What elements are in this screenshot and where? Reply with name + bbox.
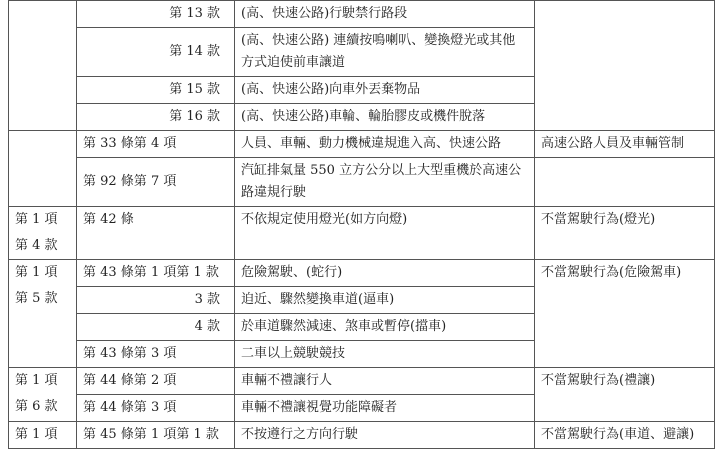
table-row [9,422,715,449]
article-cell: 第 44 條第 2 項 [77,368,235,395]
group-cell-empty [9,131,77,207]
article-cell: 第 44 條第 3 項 [77,395,235,422]
article-cell: 4 款 [77,314,235,341]
group-cell [9,368,77,422]
group-cell [9,207,77,260]
behavior-cell: (高、快速公路)向車外丟棄物品 [235,77,535,104]
category-cell: 不當駕駛行為(危險駕車) [535,260,715,368]
article-cell: 3 款 [77,287,235,314]
category-cell-empty [535,1,715,131]
article-cell: 第 33 條第 4 項 [77,131,235,158]
group-line: 第 1 項 [15,212,58,227]
table-row [9,131,715,158]
group-line: 第 1 項 [15,265,58,280]
table-row [9,158,715,207]
article-cell: 第 16 款 [77,104,235,131]
behavior-cell: 人員、車輛、動力機械違規進入高、快速公路 [235,131,535,158]
behavior-cell: 危險駕駛、(蛇行) [235,260,535,287]
category-cell: 不當駕駛行為(車道、避讓) [535,422,715,449]
group-line: 第 1 項 [15,373,58,388]
behavior-cell: (高、快速公路) 連續按鳴喇叭、變換燈光或其他方式迫使前車讓道 [235,28,535,77]
table-row [9,368,715,395]
behavior-cell: (高、快速公路)車輪、輪胎膠皮或機件脫落 [235,104,535,131]
article-cell: 第 42 條 [77,207,235,260]
group-line: 第 4 款 [15,238,58,253]
category-cell: 不當駕駛行為(禮讓) [535,368,715,422]
category-cell: 不當駕駛行為(燈光) [535,207,715,260]
behavior-cell: 迫近、驟然變換車道(逼車) [235,287,535,314]
group-cell: 第 1 項 [9,422,77,449]
behavior-cell: 汽缸排氣量 550 立方公分以上大型重機於高速公路違規行駛 [235,158,535,207]
article-cell: 第 92 條第 7 項 [77,158,235,207]
article-cell: 第 43 條第 3 項 [77,341,235,368]
category-cell: 高速公路人員及車輛管制 [535,131,715,158]
article-cell: 第 14 款 [77,28,235,77]
article-cell: 第 45 條第 1 項第 1 款 [77,422,235,449]
behavior-cell: 於車道驟然減速、煞車或暫停(擋車) [235,314,535,341]
table-row [9,207,715,260]
article-cell: 第 43 條第 1 項第 1 款 [77,260,235,287]
article-cell: 第 13 款 [77,1,235,28]
behavior-cell: 二車以上競駛競技 [235,341,535,368]
behavior-cell: (高、快速公路)行駛禁行路段 [235,1,535,28]
group-cell-empty [9,1,77,131]
behavior-cell: 車輛不禮讓視覺功能障礙者 [235,395,535,422]
group-line: 第 5 款 [15,291,58,306]
table-row [9,260,715,287]
table-row [9,1,715,28]
behavior-cell: 不按遵行之方向行駛 [235,422,535,449]
behavior-cell: 不依規定使用燈光(如方向燈) [235,207,535,260]
category-cell-empty [535,158,715,207]
article-cell: 第 15 款 [77,77,235,104]
group-cell [9,260,77,368]
regulation-table [8,0,715,449]
behavior-cell: 車輛不禮讓行人 [235,368,535,395]
group-line: 第 6 款 [15,399,58,414]
